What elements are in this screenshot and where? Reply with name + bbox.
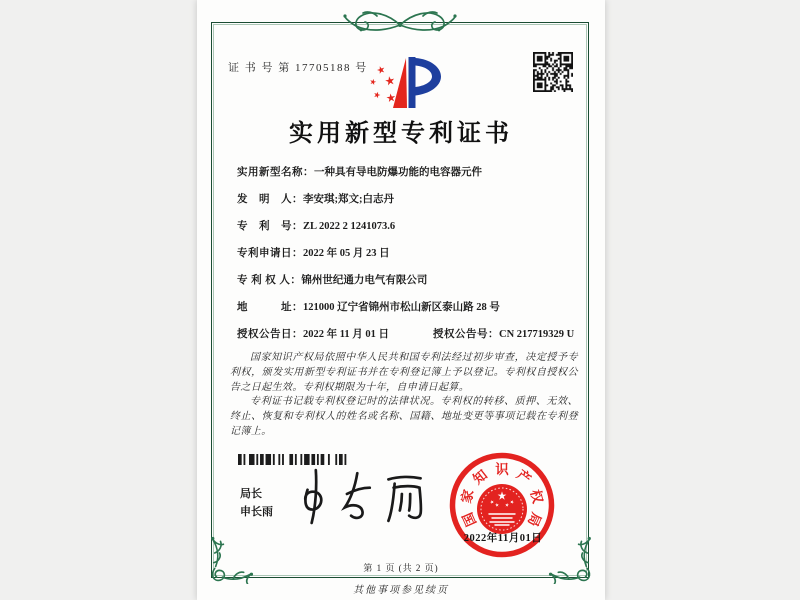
certificate-title: 实用新型专利证书 [289,121,513,147]
field-label: 授权公告日： [237,329,303,340]
svg-text:局: 局 [524,510,545,529]
cnipa-logo [366,55,451,113]
field-row-filing-date [237,245,577,272]
svg-text:知: 知 [470,466,491,488]
legal-paragraph-1: 国家知识产权局依照中华人民共和国专利法经过初步审查，决定授予专利权，颁发实用新型专利证书并在专利登记簿上予以登记。专利权自授权公告之日起生效。专利权期限为十年，自申请日起算。 [230,352,578,393]
legal-paragraph-2: 专利证书记载专利权登记时的法律状况。专利权的转移、质押、无效、终止、恢复和专利权人的姓名或名称、国籍、地址变更等事项记载在专利登记簿上。 [230,396,578,437]
field-label: 授权公告号： [433,329,499,340]
grant-no-pair [433,326,574,341]
national-emblem [477,484,527,534]
top-flourish-ornament [325,7,475,37]
svg-text:国: 国 [459,510,480,529]
field-list [237,164,577,353]
field-value: 2022 年 05 月 23 日 [303,248,390,259]
svg-text:家: 家 [458,488,477,505]
field-value: 2022 年 11 月 01 日 [303,329,390,340]
svg-text:识: 识 [495,462,509,477]
signer-name: 申长雨 [240,506,273,518]
certificate-number: 证 书 号 第 17705188 号 [228,62,368,74]
field-label: 专 利 号： [237,221,303,232]
logo-red-wedge [393,58,407,108]
logo-p-bowl [416,58,442,96]
field-row-patent-no [237,218,577,245]
signature-script [293,464,433,528]
qr-code [533,52,573,92]
svg-text:权: 权 [527,488,546,505]
field-value: 李安琪;郑文;白志丹 [303,194,394,205]
field-label: 专 利 权 人： [237,275,302,286]
legal-text [230,351,578,440]
corner-flourish-left [206,520,264,584]
signer-block [240,485,273,521]
logo-blue-bar [409,57,416,108]
field-row-patentee [237,272,577,299]
field-value: 锦州世纪通力电气有限公司 [301,275,428,286]
certificate-paper [197,0,605,600]
field-value: CN 217719329 U [499,329,575,340]
field-row-name [237,164,577,191]
svg-text:产: 产 [513,466,534,488]
field-row-grant [237,326,577,353]
field-label: 发 明 人： [237,194,303,205]
logo-stars [369,65,395,102]
field-label: 专利申请日： [237,248,303,259]
field-row-inventor [237,191,577,218]
signer-title: 局长 [240,488,262,500]
field-value: ZL 2022 2 1241073.6 [303,221,396,232]
field-row-address [237,299,577,326]
page-number: 第 1 页 (共 2 页) [363,563,439,573]
field-label: 地 址： [237,302,303,313]
field-value: 121000 辽宁省锦州市松山新区泰山路 28 号 [303,302,500,313]
footer-note: 其他事项参见续页 [353,585,449,596]
field-value: 一种具有导电防爆功能的电容器元件 [314,167,482,178]
field-label: 实用新型名称： [237,167,314,178]
seal-date: 2022年11月01日 [463,533,543,544]
